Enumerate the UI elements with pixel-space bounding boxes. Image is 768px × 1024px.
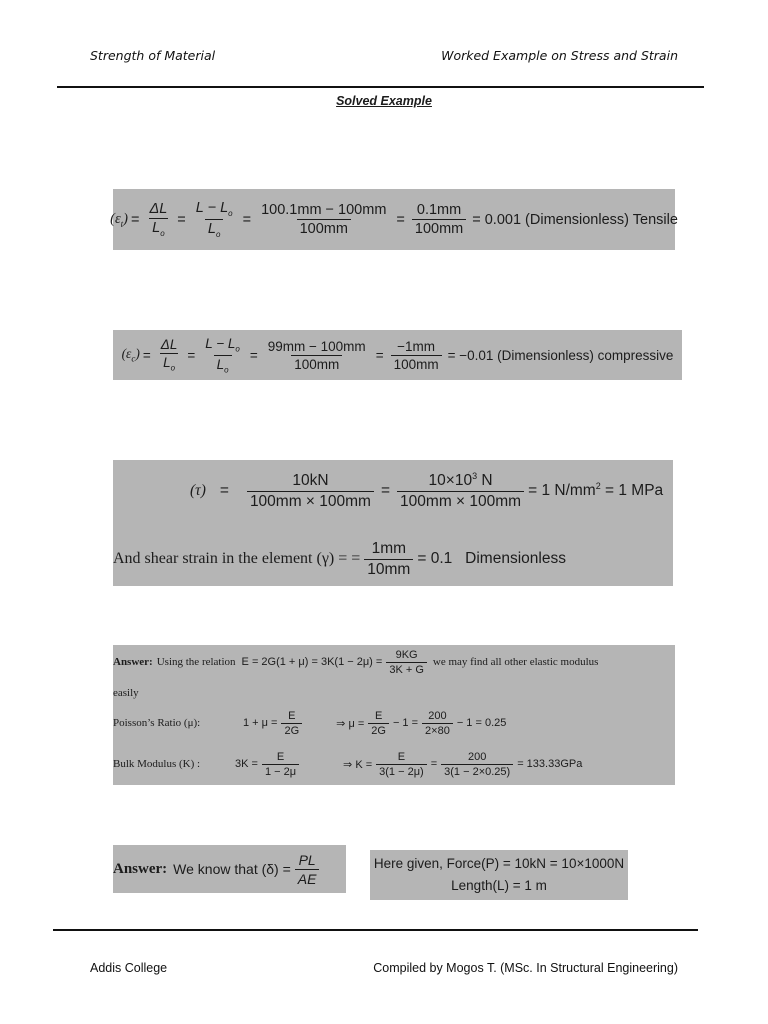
- eq3-result: = 1 $N/mm^2 = 1$ MPa: [528, 481, 664, 500]
- eq2-equals-2: =: [187, 347, 196, 363]
- eq3-lhs: (τ): [190, 482, 206, 499]
- equation-deformation: [113, 845, 323, 893]
- eq4-bulk-result: = 133.33GPa: [517, 758, 583, 770]
- eq4-bulk-eq: 3K =: [235, 758, 258, 770]
- eq4-poisson-mid: − 1 =: [392, 717, 419, 729]
- eq4-poisson-fraction-2: $\frac{E}{2G}$: [368, 710, 389, 737]
- eq3-shear-result: = 0.1 Dimensionless: [417, 550, 566, 567]
- eq4-bulk-fraction-3: $\frac{200}{3(1 - 2\times 0.25)}$: [441, 751, 513, 778]
- eq2-lhs: $(\varepsilon_c)$: [121, 346, 140, 364]
- eq2-fraction-4: $\frac{-1mm}{100mm}$: [391, 339, 442, 372]
- equation-tensile-strain: [110, 189, 678, 250]
- eq4-poisson-label: Poisson’s Ratio (μ):: [113, 717, 201, 729]
- equation-compressive-strain: [113, 330, 682, 380]
- eq4-bulk-fraction-1: $\frac{E}{1 - 2\mu}$: [262, 751, 299, 778]
- equation-shear-strain: [113, 532, 566, 586]
- eq4-poisson-eq: 1 + μ =: [243, 717, 278, 729]
- given-force: Here given, Force(P) = 10kN = 10×1000N: [373, 856, 625, 871]
- eq4-bulk-arrow: ⇒ K =: [343, 758, 373, 771]
- eq2-equals-4: =: [375, 347, 384, 363]
- given-length: Length(L) = 1 m: [451, 878, 547, 893]
- eq2-fraction-2: $\frac{L - L_o}{L_o}$: [205, 335, 240, 375]
- eq4-bulk-line: [113, 746, 582, 782]
- eq5-answer-label: Answer:: [113, 860, 168, 877]
- eq1-fraction-4: $\frac{0.1mm}{100mm}$: [412, 202, 466, 237]
- eq1-equals-3: =: [242, 211, 252, 228]
- eq4-relation-tail: we may find all other elastic modulus: [432, 656, 599, 668]
- eq5-fraction: $\frac{PL}{AE}$: [295, 852, 320, 887]
- header-right: Worked Example on Stress and Strain: [441, 48, 678, 63]
- eq2-equals-3: =: [249, 347, 258, 363]
- eq3-fraction-2: $\frac{10\times 10^3 N}{100mm \times 100mm}$: [397, 471, 524, 511]
- eq1-result: = 0.001 (Dimensionless) Tensile: [472, 211, 678, 228]
- eq4-poisson-result: − 1 = 0.25: [456, 717, 507, 729]
- eq1-lhs: $(\varepsilon_t)$: [110, 210, 129, 229]
- equation-shear-stress: [190, 462, 663, 520]
- eq1-equals: =: [131, 211, 140, 228]
- eq3-shear-text: And shear strain in the element (γ) = =: [113, 550, 361, 567]
- footer-right: Compiled by Mogos T. (MSc. In Structural Engineering): [373, 961, 678, 975]
- eq1-equals-4: =: [396, 211, 405, 228]
- eq3-equals: =: [219, 482, 229, 499]
- eq5-text: We know that (δ) =: [173, 861, 291, 877]
- eq3-equals-2: =: [380, 482, 391, 499]
- eq4-relation-text: Using the relation: [156, 656, 236, 668]
- eq4-relation-equation: E = 2G(1 + μ) = 3K(1 − 2μ) =: [241, 656, 383, 668]
- footer-left: Addis College: [90, 961, 168, 975]
- eq2-result: = −0.01 (Dimensionless) compressive: [447, 347, 674, 363]
- header-rule: [57, 86, 704, 88]
- page-title: Solved Example: [336, 94, 432, 108]
- eq4-poisson-fraction-1: $\frac{E}{2G}$: [281, 710, 302, 737]
- eq4-answer-label: Answer:: [113, 656, 153, 668]
- eq3-shear-fraction: $\frac{1mm}{10mm}$: [364, 540, 413, 579]
- eq1-fraction-2: $\frac{L - L_o}{L_o}$: [195, 200, 233, 239]
- eq2-fraction-3: $\frac{99mm - 100mm}{100mm}$: [267, 338, 366, 372]
- eq4-poisson-fraction-3: $\frac{200}{2\times 80}$: [422, 710, 453, 737]
- eq1-fraction-1: $\frac{\Delta L}{L_o}$: [149, 201, 168, 238]
- header-left: Strength of Material: [90, 48, 216, 63]
- eq4-bulk-fraction-2: $\frac{E}{3(1 - 2\mu)}$: [376, 751, 427, 778]
- eq4-relation-fraction: $\frac{9KG}{3K + G}$: [386, 649, 427, 676]
- eq4-line-2: easily: [113, 687, 139, 699]
- eq4-poisson-line: [113, 706, 506, 740]
- eq4-bulk-equals: =: [430, 758, 438, 770]
- eq3-fraction-1: $\frac{10kN}{100mm \times 100mm}$: [247, 472, 374, 511]
- eq4-bulk-label: Bulk Modulus (K) :: [113, 758, 201, 770]
- eq2-equals: =: [142, 347, 151, 363]
- eq2-fraction-1: $\frac{\Delta L}{L_o}$: [160, 337, 178, 373]
- footer-rule: [53, 929, 698, 931]
- eq4-poisson-arrow: ⇒ μ =: [336, 717, 365, 730]
- given-values: [370, 853, 628, 897]
- eq1-fraction-3: $\frac{100.1mm - 100mm}{100mm}$: [261, 202, 387, 237]
- eq4-line-1: [113, 648, 598, 676]
- eq1-equals-2: =: [177, 211, 186, 228]
